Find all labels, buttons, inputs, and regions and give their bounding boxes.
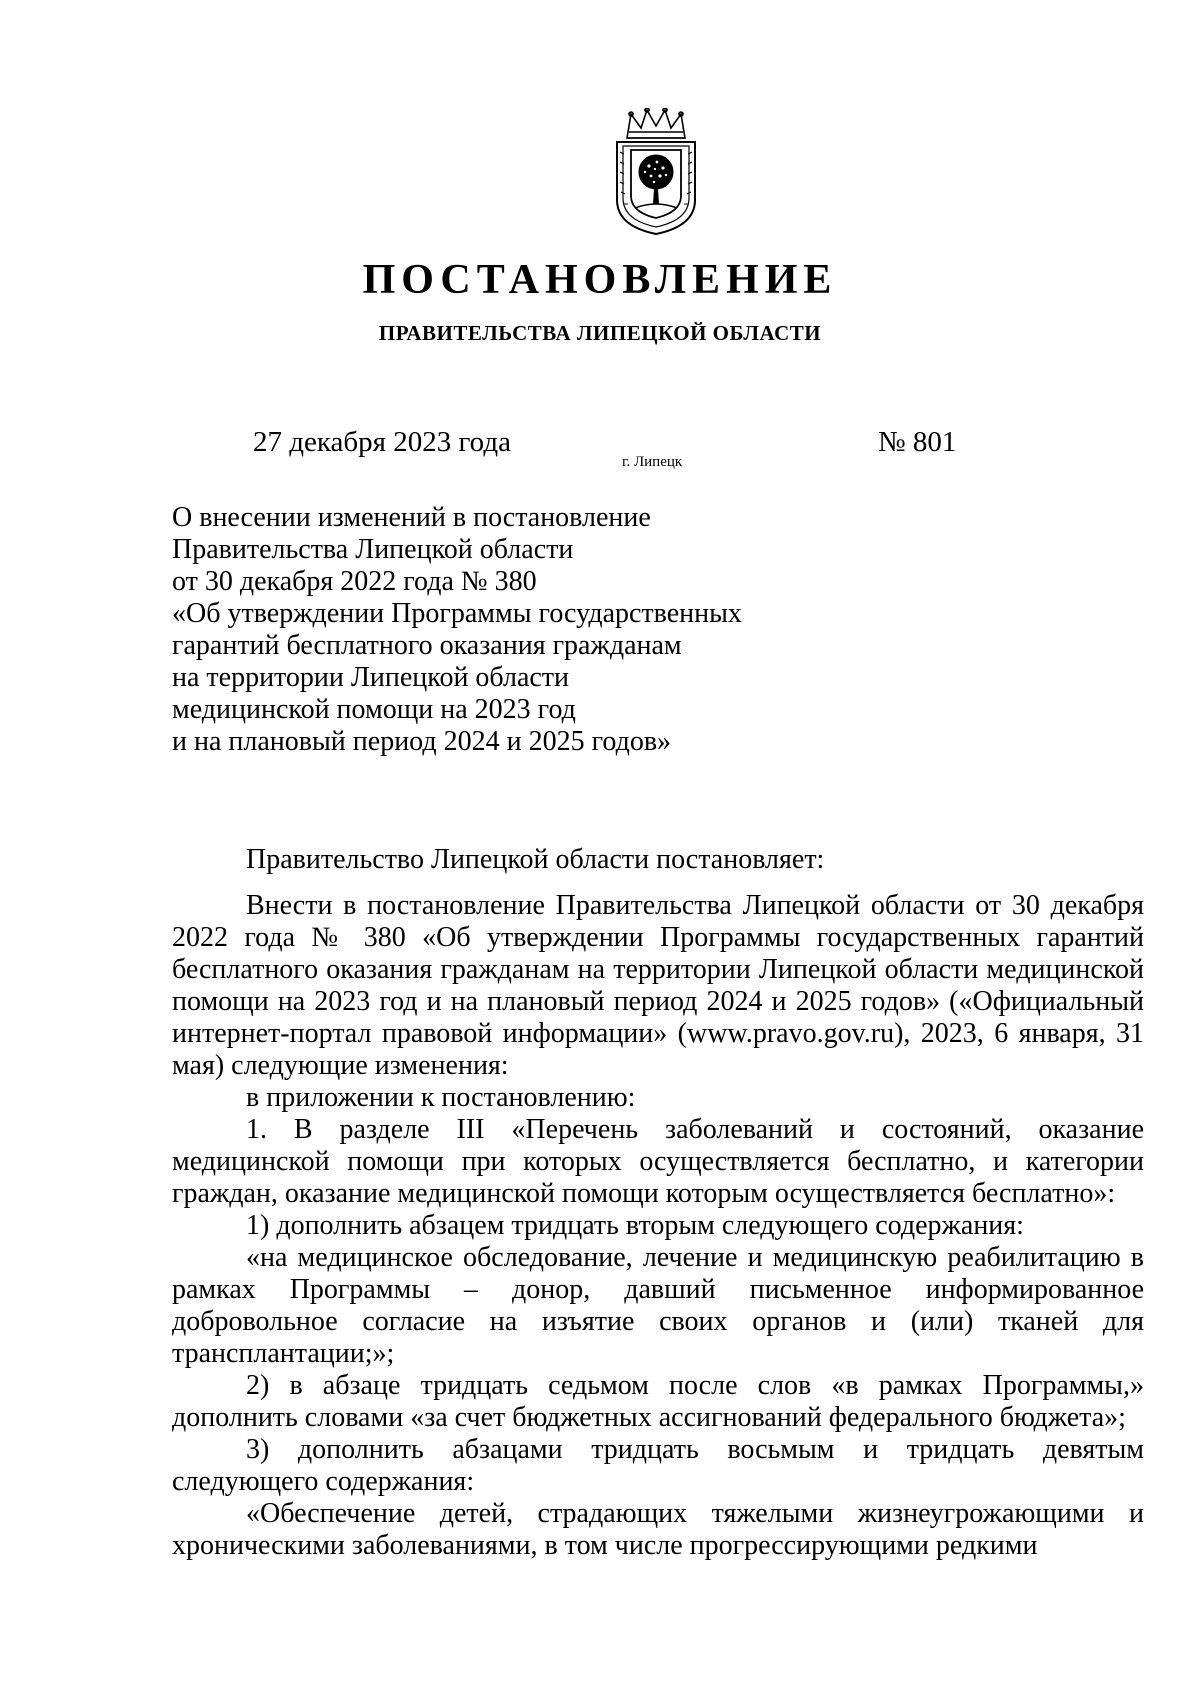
body-paragraph: в приложении к постановлению: [246, 1082, 636, 1113]
body-paragraph: 1) дополнить абзацем тридцать вторым следующего содержания: [246, 1210, 1024, 1241]
body-paragraph: 3) дополнить абзацами тридцать восьмым и тридцать девятым следующего содержания: [172, 1434, 1144, 1497]
document-subject [172, 502, 872, 758]
body-paragraph: «Обеспечение детей, страдающих тяжелыми жизнеугрожающими и хроническими заболеваниями, в том числе прогрессирующими редкими [172, 1498, 1144, 1561]
document-city: г. Липецк [622, 454, 683, 470]
body-paragraph: 1. В разделе III «Перечень заболеваний и состояний, оказание медицинской помощи при которых осуществляется бесплатно, и категории граждан, оказание медицинской помощи которым осуществляется бесплатно»: [172, 1114, 1144, 1209]
subject-line: от 30 декабря 2022 года № 380 [172, 566, 537, 597]
subject-line: О внесении изменений в постановление [172, 502, 651, 533]
body-paragraph: Правительство Липецкой области постановляет: [246, 844, 825, 875]
document-issuer: ПРАВИТЕЛЬСТВА ЛИПЕЦКОЙ ОБЛАСТИ [378, 321, 822, 345]
subject-line: гарантий бесплатного оказания гражданам [172, 630, 682, 661]
coat-of-arms-icon [611, 108, 701, 236]
subject-line: и на плановый период 2024 и 2025 годов» [172, 726, 672, 757]
subject-line: «Об утверждении Программы государственных [172, 598, 742, 629]
subject-line: медицинской помощи на 2023 год [172, 694, 576, 725]
body-paragraph: Внести в постановление Правительства Липецкой области от 30 декабря 2022 года № 380 «Об утверждении Программы государственных гарантий бесплатного оказания гражданам на территории Липецкой области медицинской помощи на 2023 год и на плановый период 2024 и 2025 годов» («Официальный интернет-портал правовой информации» (www.pravo.gov.ru), 2023, 6 января, 31 мая) следующие изменения: [172, 890, 1144, 1081]
body-paragraph: «на медицинское обследование, лечение и медицинскую реабилитацию в рамках Программы – донор, давший письменное информированное добровольное согласие на изъятие своих органов и (или) тканей для трансплантации;»; [172, 1242, 1144, 1369]
document-number: № 801 [878, 426, 957, 458]
document-title: ПОСТАНОВЛЕНИЕ [362, 257, 838, 303]
document-date: 27 декабря 2023 года [253, 426, 511, 458]
document-body [172, 844, 1144, 1562]
subject-line: на территории Липецкой области [172, 662, 570, 693]
subject-line: Правительства Липецкой области [172, 534, 574, 565]
body-paragraph: 2) в абзаце тридцать седьмом после слов «в рамках Программы,» дополнить словами «за счет бюджетных ассигнований федерального бюджета»; [172, 1370, 1144, 1433]
